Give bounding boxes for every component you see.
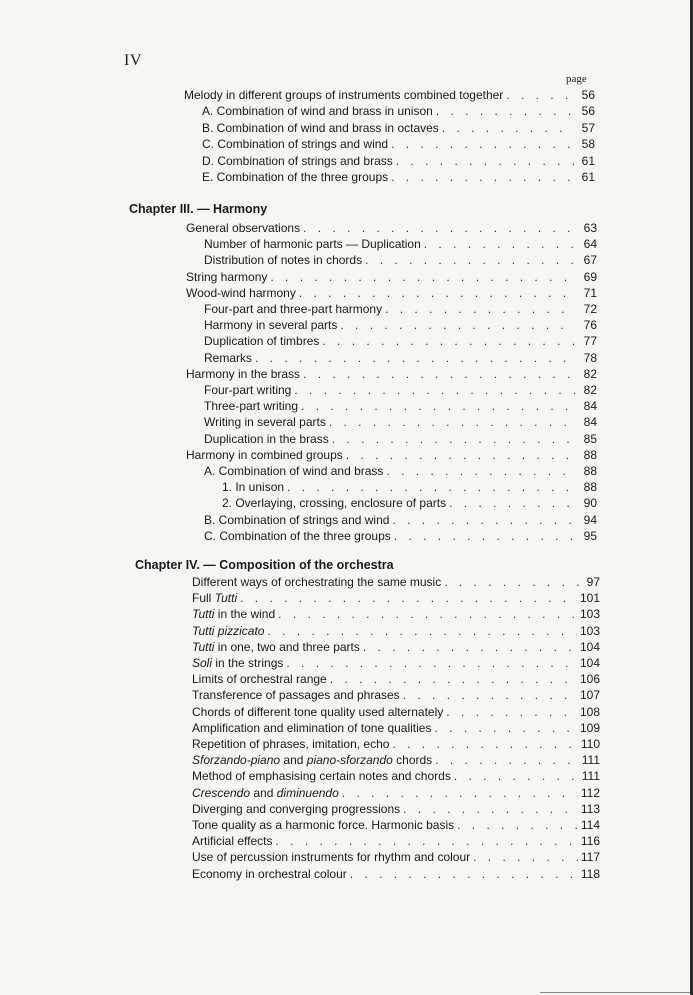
toc-entry [192, 867, 600, 881]
toc-entry-page: 104 [579, 639, 600, 654]
toc-entry [192, 786, 600, 800]
toc-entry-page: 88 [583, 464, 597, 478]
toc-entry-label [192, 753, 432, 767]
dot-leader [278, 607, 577, 621]
toc-entry-page: 106 [579, 672, 600, 687]
toc-entry-label [192, 640, 360, 654]
toc-entry-page: 114 [580, 818, 600, 832]
toc-entry-label: Artificial effects [192, 834, 273, 849]
toc-entry-label: D. Combination of strings and brass [202, 153, 393, 168]
toc-entry-page: 104 [579, 656, 600, 670]
dot-leader [365, 253, 576, 267]
toc-entry-page: 84 [583, 415, 597, 430]
dot-leader [340, 318, 576, 332]
toc-entry-page: 101 [579, 591, 600, 606]
toc-entry-page: 90 [583, 496, 597, 511]
dot-leader [287, 480, 576, 494]
toc-entry [204, 318, 597, 332]
toc-entry-label: Amplification and elimination of tone qualities [192, 720, 432, 735]
dot-leader [294, 383, 576, 397]
toc-entry-label: Writing in several parts [204, 415, 326, 430]
toc-entry-text: and [250, 785, 277, 800]
toc-entry-label: Repetition of phrases, imitation, echo [192, 737, 390, 751]
toc-entry-label: Harmony in the brass [186, 366, 301, 381]
dot-leader [391, 137, 574, 151]
toc-entry [204, 253, 597, 267]
toc-entry [192, 802, 600, 816]
toc-entry-page: 85 [583, 431, 597, 446]
dot-leader [275, 834, 577, 848]
dot-leader [434, 721, 576, 735]
toc-entry-label: Use of percussion instruments for rhythm and colour [192, 850, 471, 865]
toc-entry-page: 71 [583, 285, 597, 300]
toc-entry-page: 103 [579, 623, 600, 638]
toc-entry-page: 63 [583, 221, 597, 235]
dot-leader [391, 170, 574, 184]
dot-leader [329, 415, 576, 429]
toc-entry-text: Full [192, 591, 215, 606]
toc-entry-page: 76 [583, 318, 597, 333]
toc-entry-label [192, 624, 264, 638]
toc-entry-page: 88 [583, 480, 597, 495]
toc-entry-label: 1. In unison [222, 480, 285, 495]
toc-entry [192, 672, 600, 686]
dot-leader [394, 529, 576, 543]
dot-leader [403, 688, 577, 702]
toc-entry [192, 688, 600, 702]
toc-entry [186, 367, 597, 381]
toc-entry [204, 302, 597, 316]
dot-leader [435, 753, 579, 767]
page-number: IV [124, 52, 142, 69]
toc-entry-label: Transference of passages and phrases [192, 688, 400, 703]
toc-entry-italic-text: diminuendo [276, 785, 339, 800]
toc-entry-label: Chords of different tone quality used alternately [192, 704, 444, 719]
toc-entry-page: 95 [583, 528, 597, 543]
toc-entry [192, 753, 600, 767]
toc-entry-page: 112 [580, 785, 600, 800]
toc-entry-label: Tone quality as a harmonic force. Harmonic basis [192, 818, 455, 832]
toc-entry-label: Harmony in combined groups [186, 447, 343, 462]
toc-entry-label: Remarks [204, 350, 253, 365]
dot-leader [392, 737, 577, 751]
dot-leader [363, 640, 577, 654]
dot-leader [303, 221, 576, 235]
toc-entry-text: chords [392, 753, 433, 768]
toc-entry-label: C. Combination of the three groups [204, 528, 391, 543]
toc-entry-label: C. Combination of strings and wind [202, 137, 389, 152]
page-edge-line [540, 992, 690, 993]
toc-entry [184, 88, 595, 102]
toc-entry-label: String harmony [186, 269, 268, 284]
toc-entry-text: and [280, 753, 307, 768]
dot-leader [286, 656, 577, 670]
dot-leader [255, 351, 576, 365]
toc-entry [202, 104, 595, 118]
toc-entry-label: Economy in orchestral colour [192, 866, 347, 881]
toc-entry-label: Duplication of timbres [204, 334, 320, 349]
toc-entry-page: 111 [581, 753, 600, 768]
dot-leader [385, 302, 576, 316]
toc-entry [204, 399, 597, 413]
toc-entry-italic-text: Tutti pizzicato [192, 623, 265, 638]
toc-entry [202, 137, 595, 151]
toc-entry-label: Distribution of notes in chords [204, 253, 363, 268]
dot-leader [454, 769, 579, 783]
toc-entry-label: A. Combination of wind and brass in unison [202, 104, 433, 119]
toc-entry-page: 82 [583, 383, 597, 397]
toc-entry-label: Four-part and three-part harmony [204, 302, 383, 316]
dot-leader [506, 88, 574, 102]
toc-entry-italic-text: Tutti [192, 607, 215, 622]
toc-entry-page: 78 [583, 350, 597, 365]
toc-entry-page: 61 [581, 153, 595, 168]
toc-entry [222, 480, 597, 494]
toc-entry-page: 77 [583, 334, 597, 349]
dot-leader [473, 850, 578, 864]
dot-leader [436, 104, 574, 118]
toc-entry-page: 72 [583, 302, 597, 316]
toc-entry-label: Different ways of orchestrating the same music [192, 575, 442, 589]
chapter-heading: Chapter IV. — Composition of the orchestra [135, 558, 394, 572]
toc-entry [192, 737, 600, 751]
toc-entry-italic-text: Sforzando-piano [192, 753, 281, 768]
dot-leader [267, 624, 577, 638]
dot-leader [457, 818, 578, 832]
dot-leader [350, 867, 578, 881]
toc-entry [192, 607, 600, 621]
toc-entry-label: B. Combination of wind and brass in octaves [202, 120, 439, 135]
toc-entry-page: 61 [581, 170, 595, 184]
dot-leader [330, 672, 577, 686]
toc-entry-label: Limits of orchestral range [192, 672, 327, 687]
toc-entry [192, 818, 600, 832]
dot-leader [386, 464, 576, 478]
toc-entry-label: Diverging and converging progressions [192, 801, 401, 816]
toc-entry-label: B. Combination of strings and wind [204, 512, 390, 527]
toc-entry-italic-text: Tutti [214, 591, 238, 606]
dot-leader [446, 705, 577, 719]
toc-entry-label: Melody in different groups of instruments combined together [184, 88, 504, 102]
toc-entry [204, 432, 597, 446]
toc-entry [202, 170, 595, 184]
toc-entry-label [192, 591, 237, 605]
toc-entry [192, 705, 600, 719]
chapter-heading: Chapter III. — Harmony [129, 202, 268, 216]
toc-entry [192, 656, 600, 670]
toc-entry [192, 591, 600, 605]
toc-entry-page: 116 [580, 834, 600, 849]
toc-entry [202, 154, 595, 168]
toc-entry [192, 640, 600, 654]
toc-entry [204, 513, 597, 527]
dot-leader [442, 121, 574, 135]
dot-leader [332, 432, 576, 446]
toc-entry [186, 448, 597, 462]
toc-entry [204, 237, 597, 251]
toc-entry [204, 351, 597, 365]
toc-entry [204, 334, 597, 348]
toc-entry-page: 56 [581, 88, 595, 102]
dot-leader [396, 154, 574, 168]
toc-entry-label: Duplication in the brass [204, 431, 329, 446]
toc-entry-page: 69 [583, 269, 597, 284]
dot-leader [270, 270, 576, 284]
toc-entry-page: 118 [580, 866, 600, 881]
dot-leader [240, 591, 577, 605]
toc-entry-page: 108 [579, 704, 600, 719]
toc-entry-page: 103 [579, 607, 600, 622]
toc-entry-label: A. Combination of wind and brass [204, 464, 384, 478]
toc-entry-label [192, 656, 283, 670]
toc-entry-page: 94 [583, 512, 597, 527]
toc-entry-page: 97 [586, 575, 600, 589]
toc-entry-text: in the wind [214, 607, 276, 622]
dot-leader [303, 367, 576, 381]
dot-leader [322, 334, 576, 348]
toc-entry [204, 529, 597, 543]
toc-entry [192, 834, 600, 848]
toc-entry [192, 575, 600, 589]
toc-entry [192, 721, 600, 735]
toc-entry [222, 496, 597, 510]
toc-entry-label: General observations [186, 221, 301, 235]
toc-entry-page: 58 [581, 137, 595, 152]
dot-leader [346, 448, 576, 462]
toc-entry-page: 117 [580, 850, 600, 865]
toc-entry-label: 2. Overlaying, crossing, enclosure of parts [222, 496, 447, 511]
toc-entry-italic-text: piano-sforzando [306, 753, 393, 768]
dot-leader [424, 237, 576, 251]
toc-entry-page: 67 [583, 253, 597, 268]
page-column-header: page [566, 73, 587, 85]
toc-entry [204, 415, 597, 429]
toc-entry [204, 464, 597, 478]
toc-entry-label: Method of emphasising certain notes and chords [192, 769, 451, 784]
toc-entry-label: Number of harmonic parts — Duplication [204, 237, 421, 252]
dot-leader [403, 802, 578, 816]
toc-entry-page: 57 [581, 120, 595, 135]
dot-leader [392, 513, 576, 527]
toc-entry-page: 84 [583, 399, 597, 414]
toc-entry [192, 850, 600, 864]
toc-entry-page: 111 [581, 769, 600, 784]
toc-entry-italic-text: Crescendo [192, 785, 251, 800]
toc-entry-italic-text: Soli [192, 656, 213, 670]
toc-entry-page: 113 [580, 801, 600, 816]
toc-entry-page: 88 [583, 447, 597, 462]
dot-leader [301, 399, 576, 413]
toc-entry-text: in one, two and three parts [214, 639, 360, 654]
toc-entry [192, 769, 600, 783]
toc-entry-label [192, 786, 339, 800]
toc-entry [192, 624, 600, 638]
toc-entry [202, 121, 595, 135]
toc-entry [186, 286, 597, 300]
toc-entry [186, 270, 597, 284]
toc-entry-text: in the strings [212, 656, 284, 670]
toc-entry-page: 82 [583, 366, 597, 381]
toc-entry [186, 221, 597, 235]
toc-entry-label: Three-part writing [204, 399, 299, 414]
toc-entry-page: 110 [580, 737, 600, 751]
toc-entry [204, 383, 597, 397]
toc-entry-label: Four-part writing [204, 383, 292, 397]
toc-entry-italic-text: Tutti [192, 639, 215, 654]
dot-leader [444, 575, 579, 589]
toc-entry-label: Harmony in several parts [204, 318, 338, 333]
toc-entry-label: Wood-wind harmony [186, 285, 296, 300]
toc-entry-page: 107 [579, 688, 600, 703]
dot-leader [342, 786, 578, 800]
toc-entry-page: 56 [581, 104, 595, 119]
toc-entry-page: 109 [579, 720, 600, 735]
dot-leader [449, 496, 576, 510]
dot-leader [299, 286, 576, 300]
toc-entry-label: E. Combination of the three groups [202, 170, 389, 184]
toc-entry-label [192, 607, 275, 621]
toc-entry-page: 64 [583, 237, 597, 252]
